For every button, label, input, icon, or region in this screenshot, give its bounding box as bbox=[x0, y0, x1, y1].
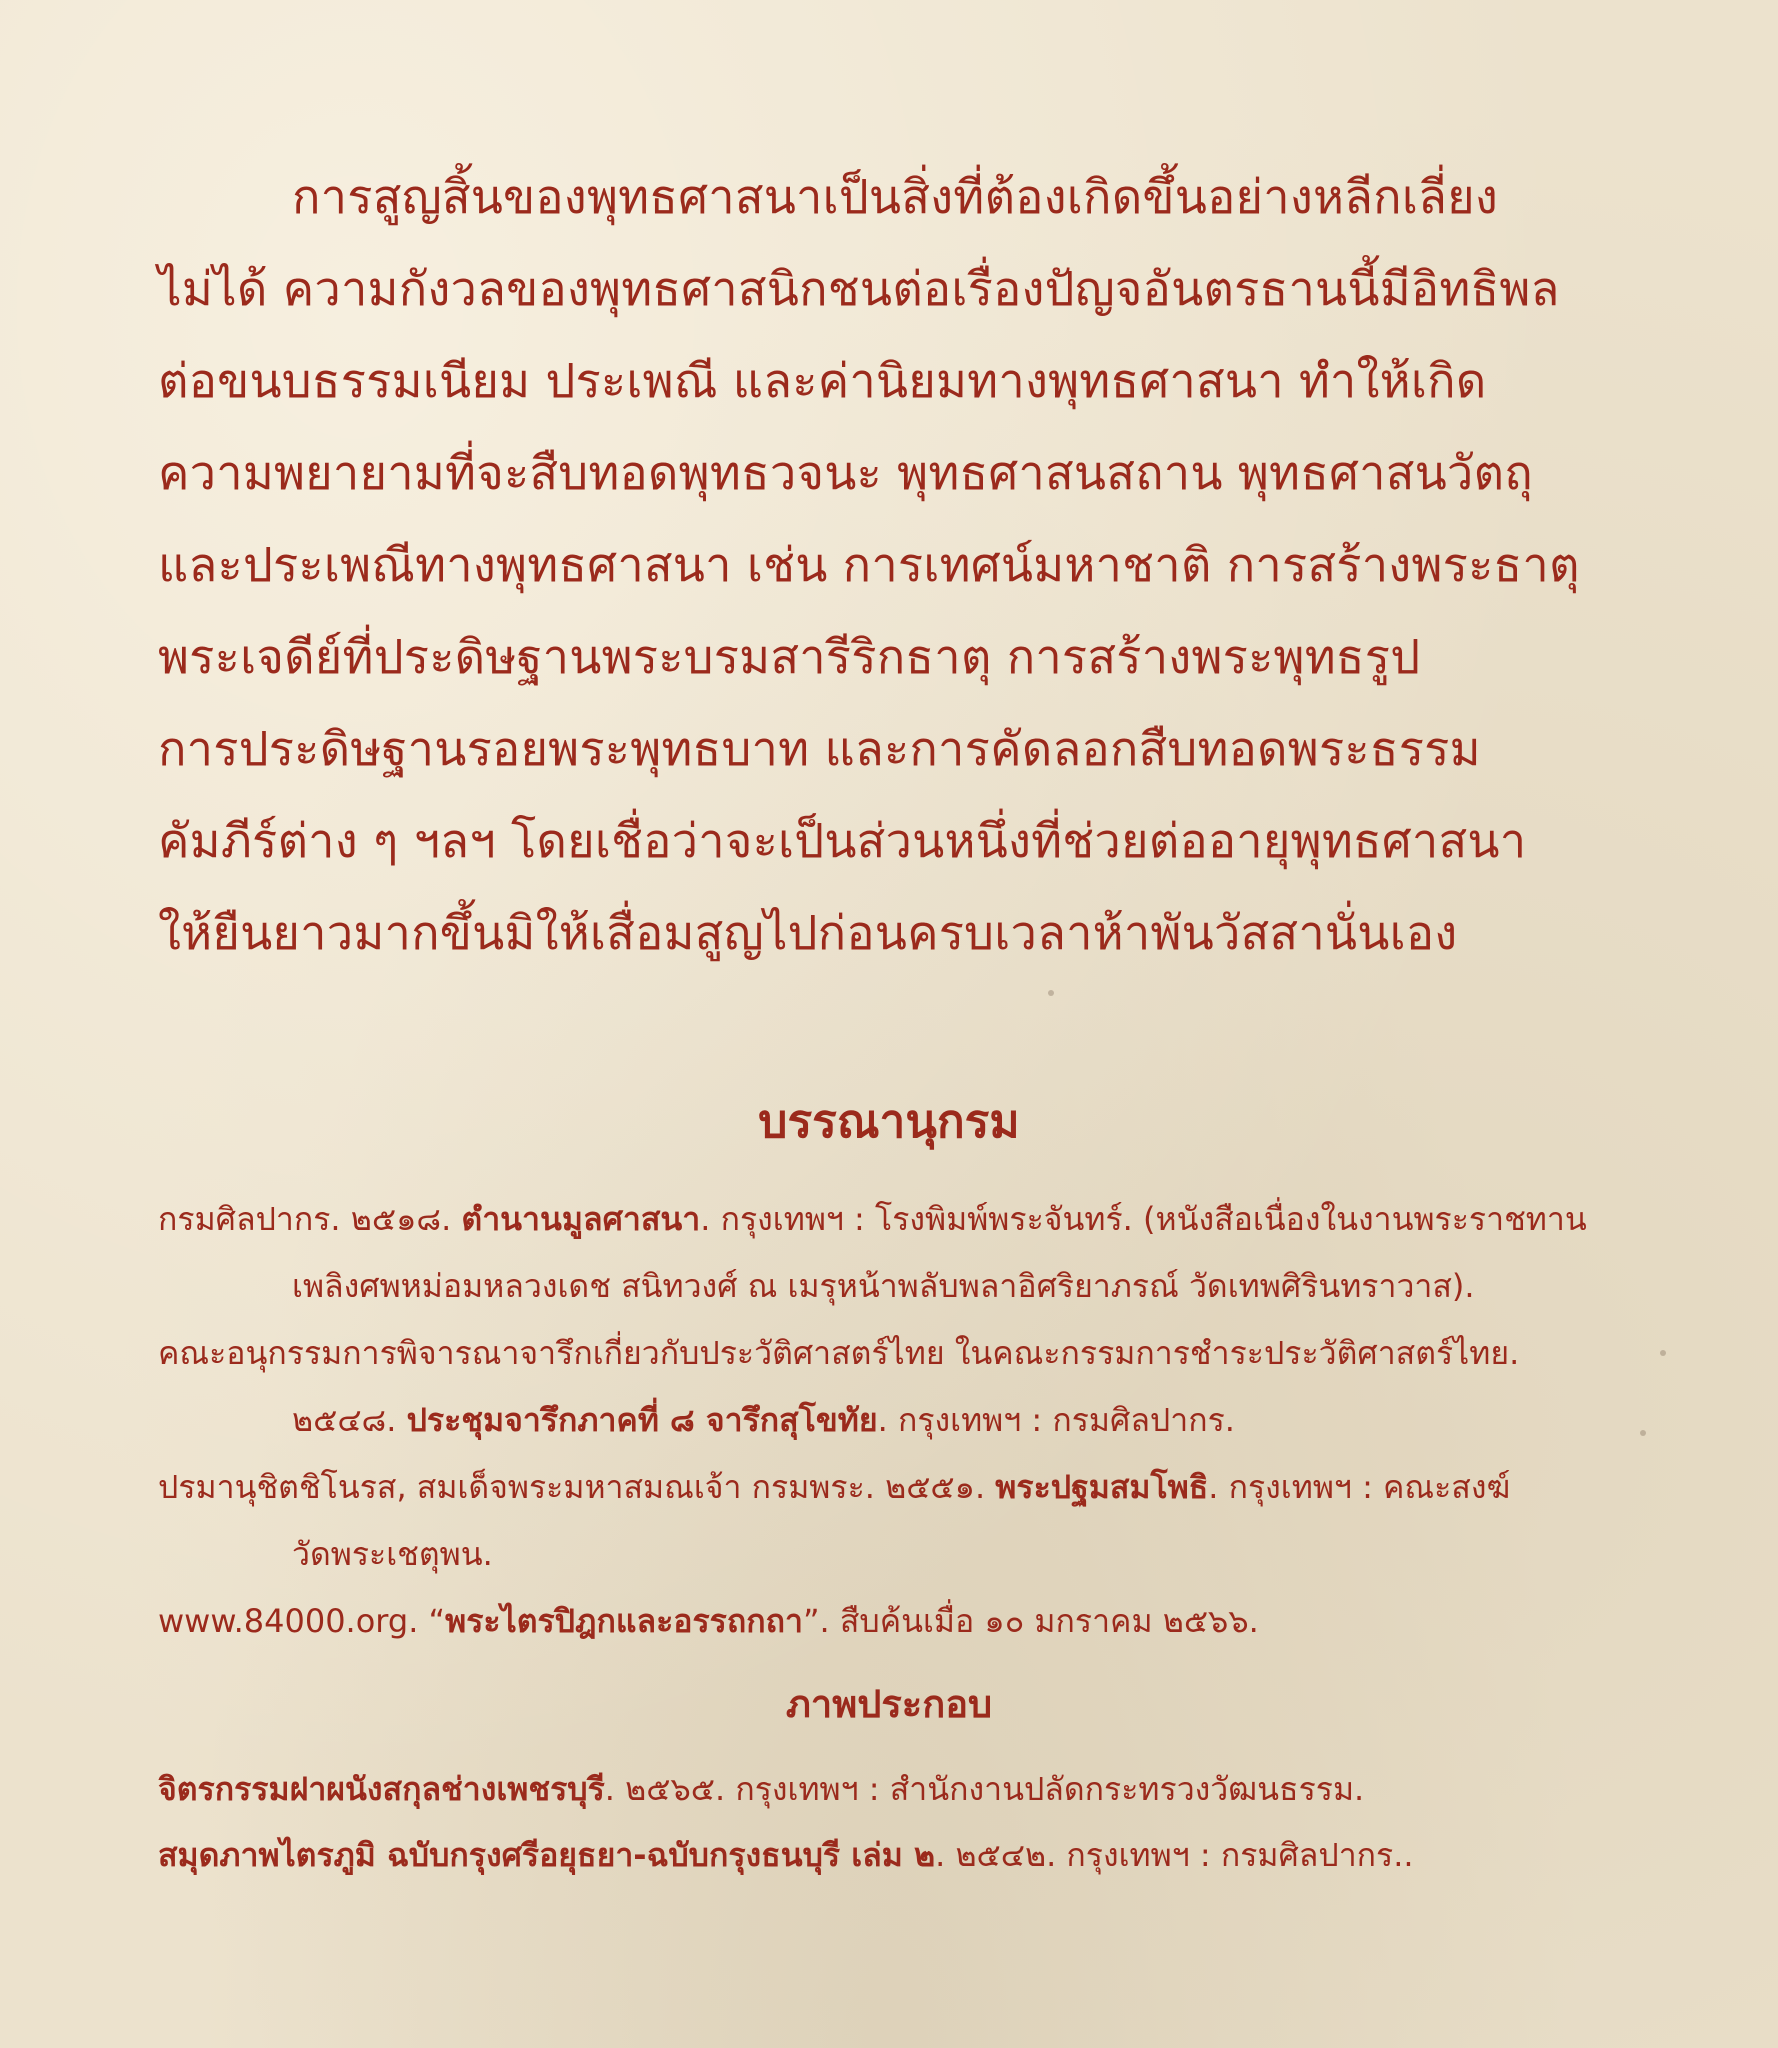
bibliography-entry bbox=[158, 1454, 1628, 1521]
ref-text: www.84000.org. “ bbox=[158, 1602, 446, 1640]
ref-text: ๒๕๔๘. bbox=[292, 1401, 407, 1439]
ref-text: . กรุงเทพฯ : โรงพิมพ์พระจันทร์. (หนังสือเนื่องในงานพระราชทาน bbox=[700, 1200, 1587, 1238]
ref-title: ตำนานมูลศาสนา bbox=[461, 1200, 701, 1238]
ref-title: ประชุมจารึกภาคที่ ๘ จารึกสุโขทัย bbox=[406, 1401, 878, 1439]
ref-title: พระไตรปิฎกและอรรถกถา bbox=[445, 1602, 803, 1640]
body-line: ต่อขนบธรรมเนียม ประเพณี และค่านิยมทางพุทธศาสนา ทำให้เกิด bbox=[158, 354, 1487, 409]
ref-text: . กรุงเทพฯ : กรมศิลปากร. bbox=[877, 1401, 1235, 1439]
paper-speck bbox=[1640, 1430, 1646, 1436]
body-line: คัมภีร์ต่าง ๆ ฯลฯ โดยเชื่อว่าจะเป็นส่วนหนึ่งที่ช่วยต่ออายุพุทธศาสนา bbox=[158, 814, 1527, 869]
paper-speck bbox=[1660, 1350, 1666, 1356]
ref-text: ปรมานุชิตชิโนรส, สมเด็จพระมหาสมณเจ้า กรมพระ. ๒๕๕๑. bbox=[158, 1468, 996, 1506]
paper-speck bbox=[1048, 990, 1054, 996]
bibliography-entry bbox=[158, 1186, 1628, 1253]
ref-text: . กรุงเทพฯ : คณะสงฆ์ bbox=[1208, 1468, 1511, 1506]
ref-text: . ๒๕๔๒. กรุงเทพฯ : กรมศิลปากร.. bbox=[935, 1836, 1414, 1874]
bibliography-entry: คณะอนุกรรมการพิจารณาจารึกเกี่ยวกับประวัติศาสตร์ไทย ในคณะกรรมการชำระประวัติศาสตร์ไทย. bbox=[158, 1334, 1520, 1372]
ref-text: . ๒๕๖๕. กรุงเทพฯ : สำนักงานปลัดกระทรวงวัฒนธรรม. bbox=[604, 1770, 1365, 1808]
ref-title: สมุดภาพไตรภูมิ ฉบับกรุงศรีอยุธยา-ฉบับกรุงธนบุรี เล่ม ๒ bbox=[158, 1836, 936, 1874]
body-line: การสูญสิ้นของพุทธศาสนาเป็นสิ่งที่ต้องเกิดขึ้นอย่างหลีกเลี่ยง bbox=[292, 170, 1498, 225]
illustration-entry bbox=[158, 1756, 1628, 1822]
bibliography-heading: บรรณานุกรม bbox=[758, 1094, 1020, 1148]
illustrations-list bbox=[158, 1756, 1628, 1888]
body-paragraph bbox=[158, 152, 1620, 980]
body-line: ไม่ได้ ความกังวลของพุทธศาสนิกชนต่อเรื่องปัญจอันตรธานนี้มีอิทธิพล bbox=[158, 262, 1560, 317]
body-line: ความพยายามที่จะสืบทอดพุทธวจนะ พุทธศาสนสถาน พุทธศาสนวัตถุ bbox=[158, 446, 1533, 501]
illustrations-heading: ภาพประกอบ bbox=[785, 1682, 993, 1726]
bibliography-entry-continuation bbox=[158, 1387, 1628, 1454]
bibliography-entry-continuation: วัดพระเชตุพน. bbox=[292, 1535, 493, 1573]
bibliography-list bbox=[158, 1186, 1628, 1655]
illustration-entry bbox=[158, 1822, 1628, 1888]
body-line: การประดิษฐานรอยพระพุทธบาท และการคัดลอกสืบทอดพระธรรม bbox=[158, 722, 1481, 777]
bibliography-entry-continuation: เพลิงศพหม่อมหลวงเดช สนิทวงศ์ ณ เมรุหน้าพลับพลาอิศริยาภรณ์ วัดเทพศิรินทราวาส). bbox=[292, 1267, 1475, 1305]
body-line: ให้ยืนยาวมากขึ้นมิให้เสื่อมสูญไปก่อนครบเวลาห้าพันวัสสานั่นเอง bbox=[158, 906, 1458, 961]
ref-text: ”. สืบค้นเมื่อ ๑๐ มกราคม ๒๕๖๖. bbox=[802, 1602, 1259, 1640]
body-line: พระเจดีย์ที่ประดิษฐานพระบรมสารีริกธาตุ การสร้างพระพุทธรูป bbox=[158, 630, 1421, 685]
ref-title: พระปฐมสมโพธิ bbox=[995, 1468, 1209, 1506]
ref-text: กรมศิลปากร. ๒๕๑๘. bbox=[158, 1200, 462, 1238]
body-line: และประเพณีทางพุทธศาสนา เช่น การเทศน์มหาชาติ การสร้างพระธาตุ bbox=[158, 538, 1580, 593]
bibliography-entry bbox=[158, 1588, 1628, 1655]
ref-title: จิตรกรรมฝาผนังสกุลช่างเพชรบุรี bbox=[158, 1770, 605, 1808]
